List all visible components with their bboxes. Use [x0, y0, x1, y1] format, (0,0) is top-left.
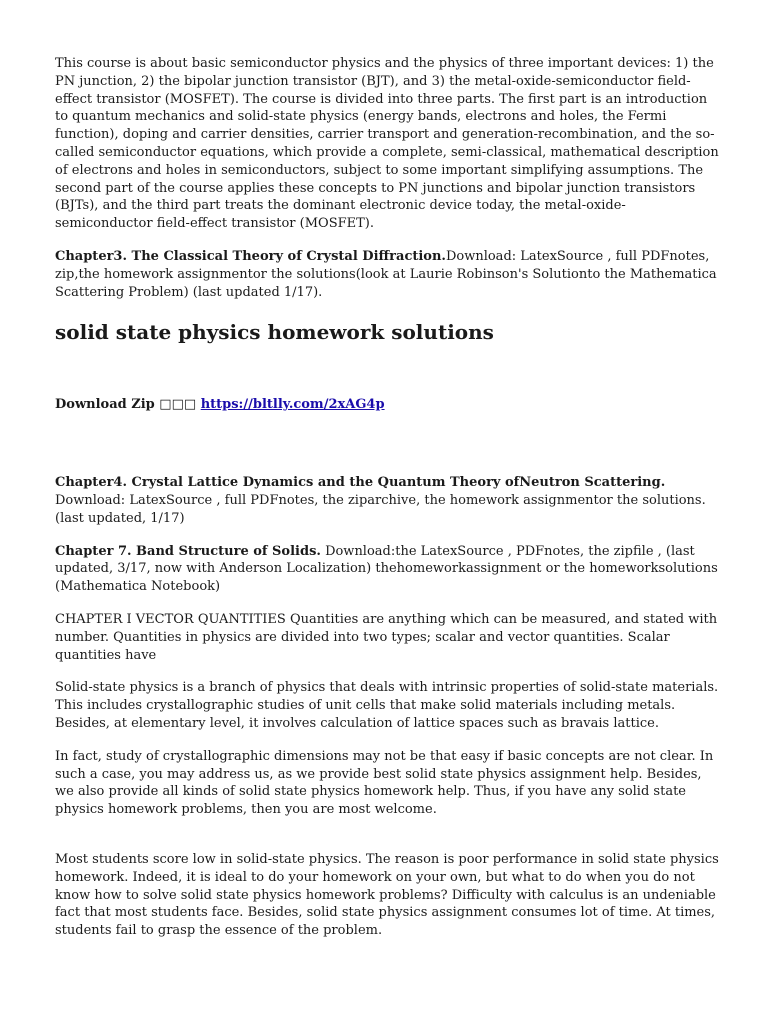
vector-quantities-paragraph: CHAPTER I VECTOR QUANTITIES Quantities are anything which can be measured, and stated with number. Quantities in physics are divided into two types; scalar and vector quantities. Scalar quantities have [55, 611, 718, 663]
chapter7-text: Download:the LatexSource , PDFnotes, the zipfile , (last updated, 3/17, now with Anderson Localization) thehomeworkassignment or the homeworksolutions (Mathematica Notebook) [55, 543, 718, 595]
chapter7-title: Chapter 7. Band Structure of Solids. [55, 543, 321, 559]
download-link[interactable]: https://bltlly.com/2xAG4p [200, 397, 385, 413]
intro-paragraph: This course is about basic semiconductor physics and the physics of three important devices: 1) the PN junction, 2) the bipolar junction transistor (BJT), and 3) the metal-oxide-semiconductor field-effect transistor (MOSFET). The course is divided into three parts. The first part is an introduction to quantum mechanics and solid-state physics (energy bands, electrons and holes, the Fermi function), doping and carrier densities, carrier transport and generation-recombination, and the so-called semiconductor equations, which provide a complete, semi-classical, mathematical description of electrons and holes in semiconductors, subject to some important simplifying assumptions. The second part of the course applies these concepts to PN junctions and bipolar junction transistors (BJTs), and the third part treats the dominant electronic device today, the metal-oxide-semiconductor field-effect transistor (MOSFET). [55, 56, 719, 232]
chapter4-text: Download: LatexSource , full PDFnotes, the ziparchive, the homework assignmentor the solutions.(last updated, 1/17) [55, 492, 706, 526]
download-label: Download Zip [55, 397, 155, 413]
chapter4-title: Chapter4. Crystal Lattice Dynamics and the Quantum Theory ofNeutron Scattering. [55, 475, 666, 491]
in-fact-paragraph: In fact, study of crystallographic dimensions may not be that easy if basic concepts are not clear. In such a case, you may address us, as we provide best solid state physics assignment help. Besides, we also provide all kinds of solid state physics homework help. Thus, if you have any solid state physics homework problems, then you are most welcome. [55, 748, 714, 818]
chapter3-paragraph [55, 248, 720, 301]
chapter3-text: Download: LatexSource , full PDFnotes, zip,the homework assignmentor the solutions(look at Laurie Robinson's Solutionto the Mathematica Scattering Problem) (last updated 1/17). [55, 248, 717, 300]
document-page [55, 55, 720, 940]
chapter7-paragraph [55, 543, 720, 596]
page-heading: solid state physics homework solutions [55, 320, 494, 345]
students-paragraph: Most students score low in solid-state physics. The reason is poor performance in solid state physics homework. Indeed, it is ideal to do your homework on your own, but what to do when you do not know how to solve solid state physics homework problems? Difficulty with calculus is an undeniable fact that most students face. Besides, solid state physics assignment consumes lot of time. At times, students fail to grasp the essence of the problem. [55, 851, 719, 939]
download-line [55, 396, 720, 414]
download-arrows: □□□ [159, 397, 197, 413]
solid-state-paragraph: Solid-state physics is a branch of physics that deals with intrinsic properties of solid-state materials. This includes crystallographic studies of unit cells that make solid materials including metals. Besides, at elementary level, it involves calculation of lattice spaces such as bravais lattice. [55, 680, 719, 731]
chapter4-paragraph [55, 474, 720, 527]
chapter3-title: Chapter3. The Classical Theory of Crystal Diffraction. [55, 248, 446, 264]
